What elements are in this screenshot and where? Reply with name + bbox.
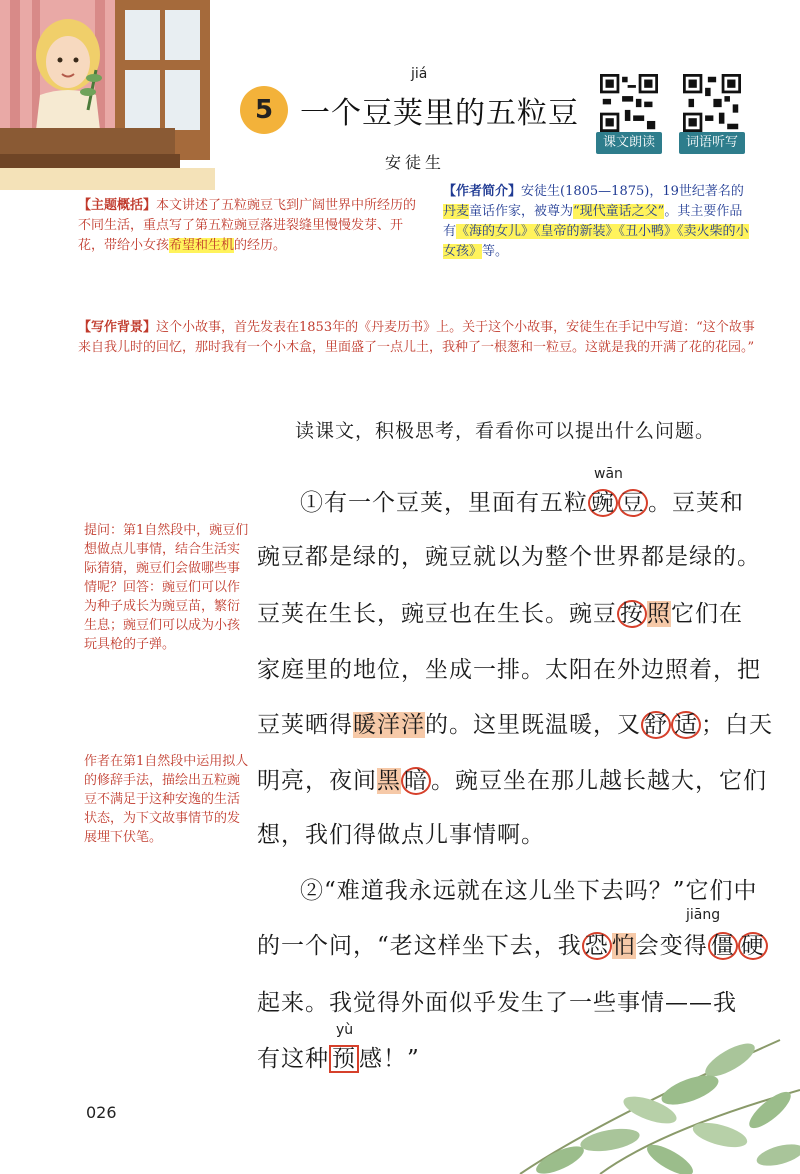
theme-highlight: 希望和生机 [169, 238, 235, 253]
text-segment: 感！” [359, 1046, 420, 1072]
qr-code-dictation[interactable] [683, 74, 741, 132]
pinyin-wan: wān [594, 466, 623, 482]
boxed-char: 预 [329, 1045, 359, 1073]
body-line-4: 家庭里的地位，坐成一排。太阳在外边照着，把 [257, 657, 761, 683]
pinyin-yu: yù [336, 1022, 354, 1038]
theme-text-end: 的经历。 [234, 238, 287, 253]
circled-char: 僵 [708, 932, 738, 960]
qr-label-dictation[interactable]: 词语听写 [679, 132, 745, 154]
body-line-10: 起来。我觉得外面似乎发生了一些事情——我 [257, 990, 737, 1016]
background-tag: 【写作背景】 [78, 320, 157, 335]
side-note-rhetoric: 作者在第1自然段中运用拟人的修辞手法，描绘出五粒豌豆不满足于这种安逸的生活状态，为下文故事情节的发展埋下伏笔。 [84, 754, 249, 845]
shaded-char: 照 [647, 601, 671, 627]
side-note-question: 提问：第1自然段中，豌豆们想做点儿事情，结合生活实际猜猜，豌豆们会做哪些事情呢？回答：豌豆们可以作为种子成长为豌豆苗，繁衍生息；豌豆们可以成为小孩玩具枪的子弹。 [84, 523, 249, 652]
author-text-3: 。其主要作品有 [443, 204, 743, 239]
circled-char: 硬 [738, 932, 768, 960]
circled-char: 暗 [401, 767, 431, 795]
theme-tag: 【主题概括】 [78, 198, 157, 213]
title-pinyin: jiá [411, 66, 428, 82]
shaded-char: 黑 [377, 768, 401, 794]
text-segment: 。豆荚和 [648, 490, 744, 516]
text-segment: 会变得 [635, 933, 708, 959]
circled-char: 恐 [582, 932, 612, 960]
leaves-decoration [480, 1020, 800, 1174]
text-segment: 。豌豆坐在那儿越长越大，它们 [431, 768, 767, 794]
qr-label-reading[interactable]: 课文朗读 [596, 132, 662, 154]
author-highlight-1: 丹麦 [443, 204, 470, 219]
circled-char: 适 [671, 711, 701, 739]
body-line-9 [257, 927, 765, 960]
author-intro-note [443, 182, 753, 262]
reading-prompt: 读课文，积极思考，看看你可以提出什么问题。 [295, 420, 716, 442]
author-highlight-3: 《海的女儿》《皇帝的新装》《丑小鸭》《卖火柴的小女孩》 [443, 224, 749, 259]
theme-text: 本文讲述了五粒豌豆飞到广阔世界中所经历的不同生活，重点写了第五粒豌豆落进裂缝里慢慢发芽、开花，带给小女孩 [78, 198, 417, 253]
text-segment: 的。这里既温暖，又 [425, 712, 641, 738]
author-tag: 【作者简介】 [443, 184, 522, 199]
lesson-number-badge: 5 [240, 86, 288, 134]
qr-code-reading[interactable] [600, 74, 658, 132]
pinyin-jiang: jiāng [686, 907, 721, 923]
text-segment: 豆荚晒得 [257, 712, 353, 738]
background-text: 这个小故事，首先发表在1853年的《丹麦历书》上。关于这个小故事，安徒生在手记中写道：“这个故事来自我儿时的回忆，那时我有一个小木盒，里面盛了一点儿土，我种了一根葱和一粒豆。这就是我的开满了花的花园。” [78, 320, 755, 355]
theme-summary-note [78, 196, 428, 256]
body-line-5 [257, 706, 773, 739]
circled-char: 舒 [641, 711, 671, 739]
text-segment: 有这种 [257, 1046, 329, 1072]
circled-char: 按 [617, 600, 647, 628]
author-text-4: 等。 [482, 244, 509, 259]
text-segment: 的一个问，“老这样坐下去，我 [257, 933, 582, 959]
text-segment: 它们在 [671, 601, 743, 627]
circled-char: 豌 [588, 489, 618, 517]
writing-background-note [78, 318, 763, 358]
page-number: 026 [86, 1103, 117, 1122]
author-name: 安徒生 [385, 153, 446, 172]
author-text-1: 安徒生(1805—1875)，19世纪著名的 [521, 184, 744, 199]
body-line-8: ②“难道我永远就在这儿坐下去吗？”它们中 [300, 878, 758, 904]
text-segment: 豆荚在生长，豌豆也在生长。豌豆 [257, 601, 617, 627]
shaded-phrase: 暖洋洋 [353, 712, 425, 738]
text-segment: 明亮，夜间 [257, 768, 377, 794]
body-line-3 [257, 595, 757, 628]
shaded-char: 怕 [611, 933, 636, 959]
body-line-6 [257, 762, 767, 795]
text-segment: ；白天 [701, 712, 773, 738]
author-highlight-2: “现代童话之父” [573, 204, 665, 219]
girl-window-illustration [0, 0, 215, 190]
text-segment: ①有一个豆荚，里面有五粒 [300, 490, 588, 516]
body-line-1 [300, 484, 800, 517]
circled-char: 豆 [618, 489, 648, 517]
lesson-title: 一个豆荚里的五粒豆 [300, 96, 579, 131]
author-text-2: 童话作家，被尊为 [469, 204, 574, 219]
body-line-7: 想，我们得做点儿事情啊。 [257, 822, 545, 848]
body-line-2: 豌豆都是绿的，豌豆就以为整个世界都是绿的。 [257, 544, 761, 570]
